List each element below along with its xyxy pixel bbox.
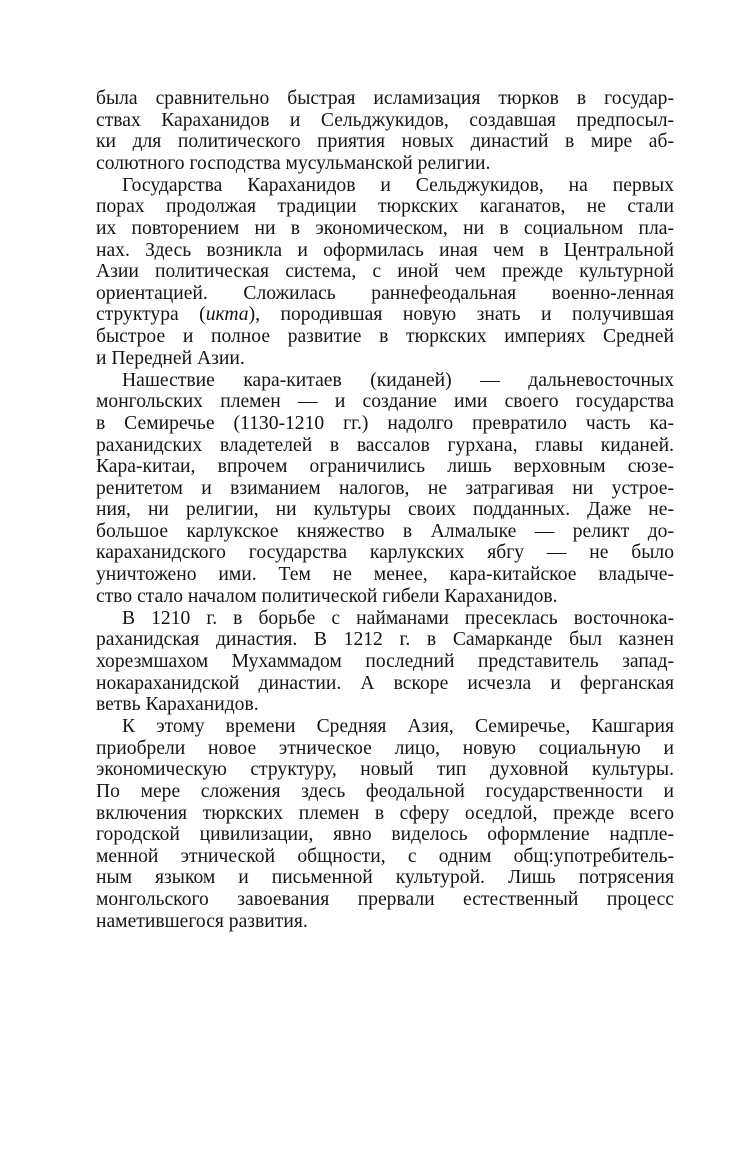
text-line: ки для политического приятия новых династий в мире аб-	[96, 131, 674, 153]
text-line: ориентацией. Сложилась раннефеодальная военно-ленная	[96, 282, 674, 304]
text-line: раханидская династия. В 1212 г. в Самарканде был казнен	[96, 629, 674, 651]
text-line: ния, ни религии, ни культуры своих подданных. Даже не-	[96, 499, 674, 521]
text-line: городской цивилизации, явно виделось оформление надпле-	[96, 824, 674, 846]
text-line: их повторением ни в экономическом, ни в социальном пла-	[96, 218, 674, 240]
text-line: ство стало началом политической гибели Караханидов.	[96, 585, 558, 607]
text-line: нокараханидской династии. А вскоре исчезла и ферганская	[96, 672, 674, 694]
text-line: наметившегося развития.	[96, 910, 308, 932]
text-line: структура (икта), породившая новую знать и получившая	[96, 304, 674, 326]
text-line: ствах Караханидов и Сельджукидов, создавшая предпосыл-	[96, 109, 674, 131]
text-line: и Передней Азии.	[96, 347, 245, 369]
text-line: ным языком и письменной культурой. Лишь потрясения	[96, 867, 674, 889]
text-line: хорезмшахом Мухаммадом последний представитель запад-	[96, 650, 674, 672]
paragraph-5	[96, 716, 674, 932]
text-line: Азии политическая система, с иной чем прежде культурной	[96, 261, 674, 283]
text-line: ветвь Караханидов.	[96, 694, 259, 716]
text-line: Государства Караханидов и Сельджукидов, на первых	[122, 174, 674, 196]
text-line: К этому времени Средняя Азия, Семиречье, Кашгария	[122, 716, 674, 738]
text-line: солютного господства мусульманской религии.	[96, 152, 491, 174]
text-line: была сравнительно быстрая исламизация тюрков в государ-	[96, 88, 674, 109]
text-line: монгольского завоевания прервали естественный процесс	[96, 888, 674, 910]
text-line: В 1210 г. в борьбе с найманами пресеклась восточнока-	[122, 607, 674, 629]
paragraph-3	[96, 370, 674, 608]
document-page	[96, 88, 674, 933]
text-line: ренитетом и взиманием налогов, не затрагивая ни устрое-	[96, 477, 674, 499]
paragraph-1	[96, 88, 674, 174]
text-line: Кара-китаи, впрочем ограничились лишь верховным сюзе-	[96, 456, 674, 478]
text-line: быстрое и полное развитие в тюркских империях Средней	[96, 326, 674, 348]
text-line: включения тюркских племен в сферу оседлой, прежде всего	[96, 802, 674, 824]
text-line: менной этнической общности, с одним общ:употребитель-	[96, 845, 674, 867]
text-line: раханидских владетелей в вассалов гурхана, главы киданей.	[96, 434, 674, 456]
text-line: Нашествие кара-китаев (киданей) — дальневосточных	[122, 369, 674, 391]
paragraph-2	[96, 175, 674, 369]
text-line: уничтожено ими. Тем не менее, кара-китайское владыче-	[96, 564, 674, 586]
text-line: По мере сложения здесь феодальной государственности и	[96, 781, 674, 802]
text-line: порах продолжая традиции тюркских каганатов, не стали	[96, 196, 674, 218]
text-line: монгольских племен — и создание ими своего государства	[96, 391, 674, 413]
text-line: приобрели новое этническое лицо, новую социальную и	[96, 737, 674, 759]
paragraph-4	[96, 608, 674, 716]
text-line: в Семиречье (1130-1210 гг.) надолго превратило часть ка-	[96, 412, 674, 434]
text-line: караханидского государства карлукских ябгу — не было	[96, 542, 674, 564]
italic-term: икта	[205, 304, 249, 326]
text-line: нах. Здесь возникла и оформилась иная чем в Центральной	[96, 239, 674, 261]
text-line: большое карлукское княжество в Алмалыке — реликт до-	[96, 520, 674, 542]
text-line: экономическую структуру, новый тип духовной культуры.	[96, 759, 674, 781]
